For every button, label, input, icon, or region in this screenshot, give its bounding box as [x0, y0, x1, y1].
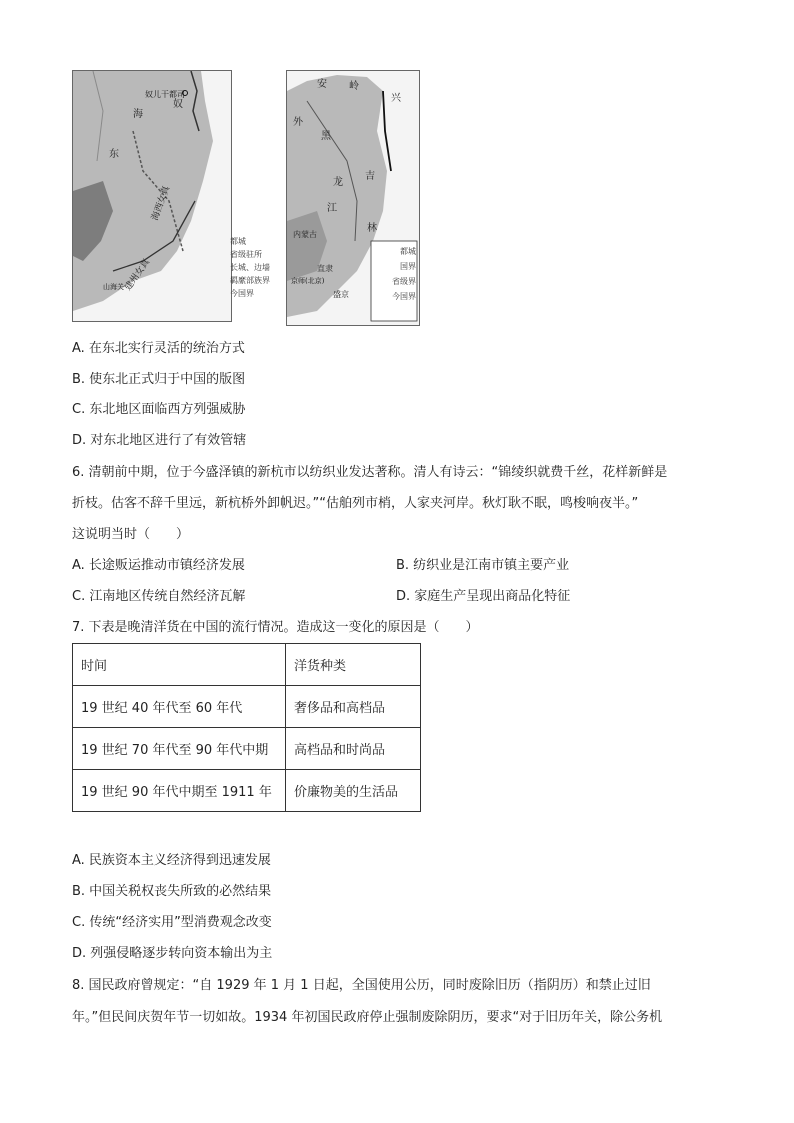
table-cell: 价廉物美的生活品 — [286, 770, 421, 812]
label-nuergan: 奴儿干都司 — [145, 90, 185, 99]
map-ming-northeast — [72, 70, 232, 322]
label-an: 安 — [317, 79, 327, 90]
label-neimenggu: 内蒙古 — [293, 230, 317, 239]
q6-option-c: C. 江南地区传统自然经济瓦解 — [72, 589, 246, 604]
label-ling: 岭 — [349, 81, 359, 92]
legend-r-national: 今国界 — [392, 292, 416, 301]
legend-national-border: 今国界 — [230, 289, 254, 298]
q5-option-b: B. 使东北正式归于中国的版图 — [72, 372, 246, 387]
label-hai: 海 — [133, 109, 143, 120]
label-wai: 外 — [293, 117, 303, 128]
q5-option-a: A. 在东北实行灵活的统治方式 — [72, 341, 245, 356]
q7-table — [72, 643, 421, 812]
legend-r-border: 国界 — [400, 262, 416, 271]
q7-option-c: C. 传统“经济实用”型消费观念改变 — [72, 915, 272, 930]
table-header-goods: 洋货种类 — [286, 644, 421, 686]
label-xing: 兴 — [391, 93, 401, 104]
q6-stem-line2: 折枝。估客不辞千里远，新杭桥外卸帆迟。”“估舶列市梢，人家夹河岸。秋灯耿不眠，鸣梭响夜半。” — [72, 496, 639, 511]
table-cell: 19 世纪 70 年代至 90 年代中期 — [73, 728, 286, 770]
label-shanhaiguan: 山海关 — [103, 283, 124, 291]
q5-option-d: D. 对东北地区进行了有效管辖 — [72, 433, 247, 448]
legend-capital: 都城 — [230, 237, 246, 246]
label-dong: 东 — [109, 149, 119, 160]
table-cell: 19 世纪 40 年代至 60 年代 — [73, 686, 286, 728]
table-row — [73, 686, 421, 728]
q6-option-b: B. 纺织业是江南市镇主要产业 — [396, 558, 570, 573]
table-row — [73, 770, 421, 812]
q7-option-a: A. 民族资本主义经济得到迅速发展 — [72, 853, 271, 868]
label-lin: 林 — [367, 223, 377, 234]
label-shengjing: 盛京 — [333, 290, 349, 299]
q8-stem-line2: 年。”但民间庆贺年节一切如故。1934 年初国民政府停止强制废除阴历，要求“对于旧历年关，除公务机 — [72, 1010, 663, 1025]
label-haixi: 海西女真 — [150, 184, 173, 223]
table-row — [73, 728, 421, 770]
label-hei: 黑 — [321, 131, 331, 142]
table-header-time: 时间 — [73, 644, 286, 686]
q6-stem-line1: 6. 清朝前中期，位于今盛泽镇的新杭市以纺织业发达著称。清人有诗云：“锦绫织就费千丝，花样新鲜是 — [72, 465, 668, 480]
label-jianzhou: 建州女真 — [123, 257, 153, 293]
legend-wall: 长城、边墙 — [230, 263, 270, 272]
label-jingshi: 京师(北京) — [291, 277, 325, 285]
q7-stem: 7. 下表是晚清洋货在中国的流行情况。造成这一变化的原因是（ ） — [72, 620, 479, 635]
label-long: 龙 — [333, 177, 343, 188]
map-left-legend-box — [230, 235, 286, 300]
q7-option-b: B. 中国关税权丧失所致的必然结果 — [72, 884, 272, 899]
q6-option-a: A. 长途贩运推动市镇经济发展 — [72, 558, 245, 573]
label-jiang: 江 — [327, 203, 337, 214]
table-cell: 19 世纪 90 年代中期至 1911 年 — [73, 770, 286, 812]
legend-r-capital: 都城 — [400, 247, 416, 256]
map-right-legend-box — [374, 244, 416, 304]
label-ji: 吉 — [365, 171, 375, 182]
table-header-row — [73, 644, 421, 686]
label-zhili: 直隶 — [317, 264, 333, 273]
q8-stem-line1: 8. 国民政府曾规定：“自 1929 年 1 月 1 日起，全国使用公历，同时废除旧历（指阴历）和禁止过旧 — [72, 978, 651, 993]
q7-option-d: D. 列强侵略逐步转向资本输出为主 — [72, 946, 273, 961]
legend-r-province: 省级界 — [392, 277, 416, 286]
table-cell: 高档品和时尚品 — [286, 728, 421, 770]
q6-stem-line3: 这说明当时（ ） — [72, 527, 190, 542]
label-nu: 奴 — [173, 99, 183, 110]
legend-province: 省级驻所 — [230, 250, 262, 259]
q5-option-c: C. 东北地区面临西方列强威胁 — [72, 402, 246, 417]
legend-tribe-border: 羁縻部族界 — [230, 276, 270, 285]
q6-option-d: D. 家庭生产呈现出商品化特征 — [396, 589, 571, 604]
table-cell: 奢侈品和高档品 — [286, 686, 421, 728]
